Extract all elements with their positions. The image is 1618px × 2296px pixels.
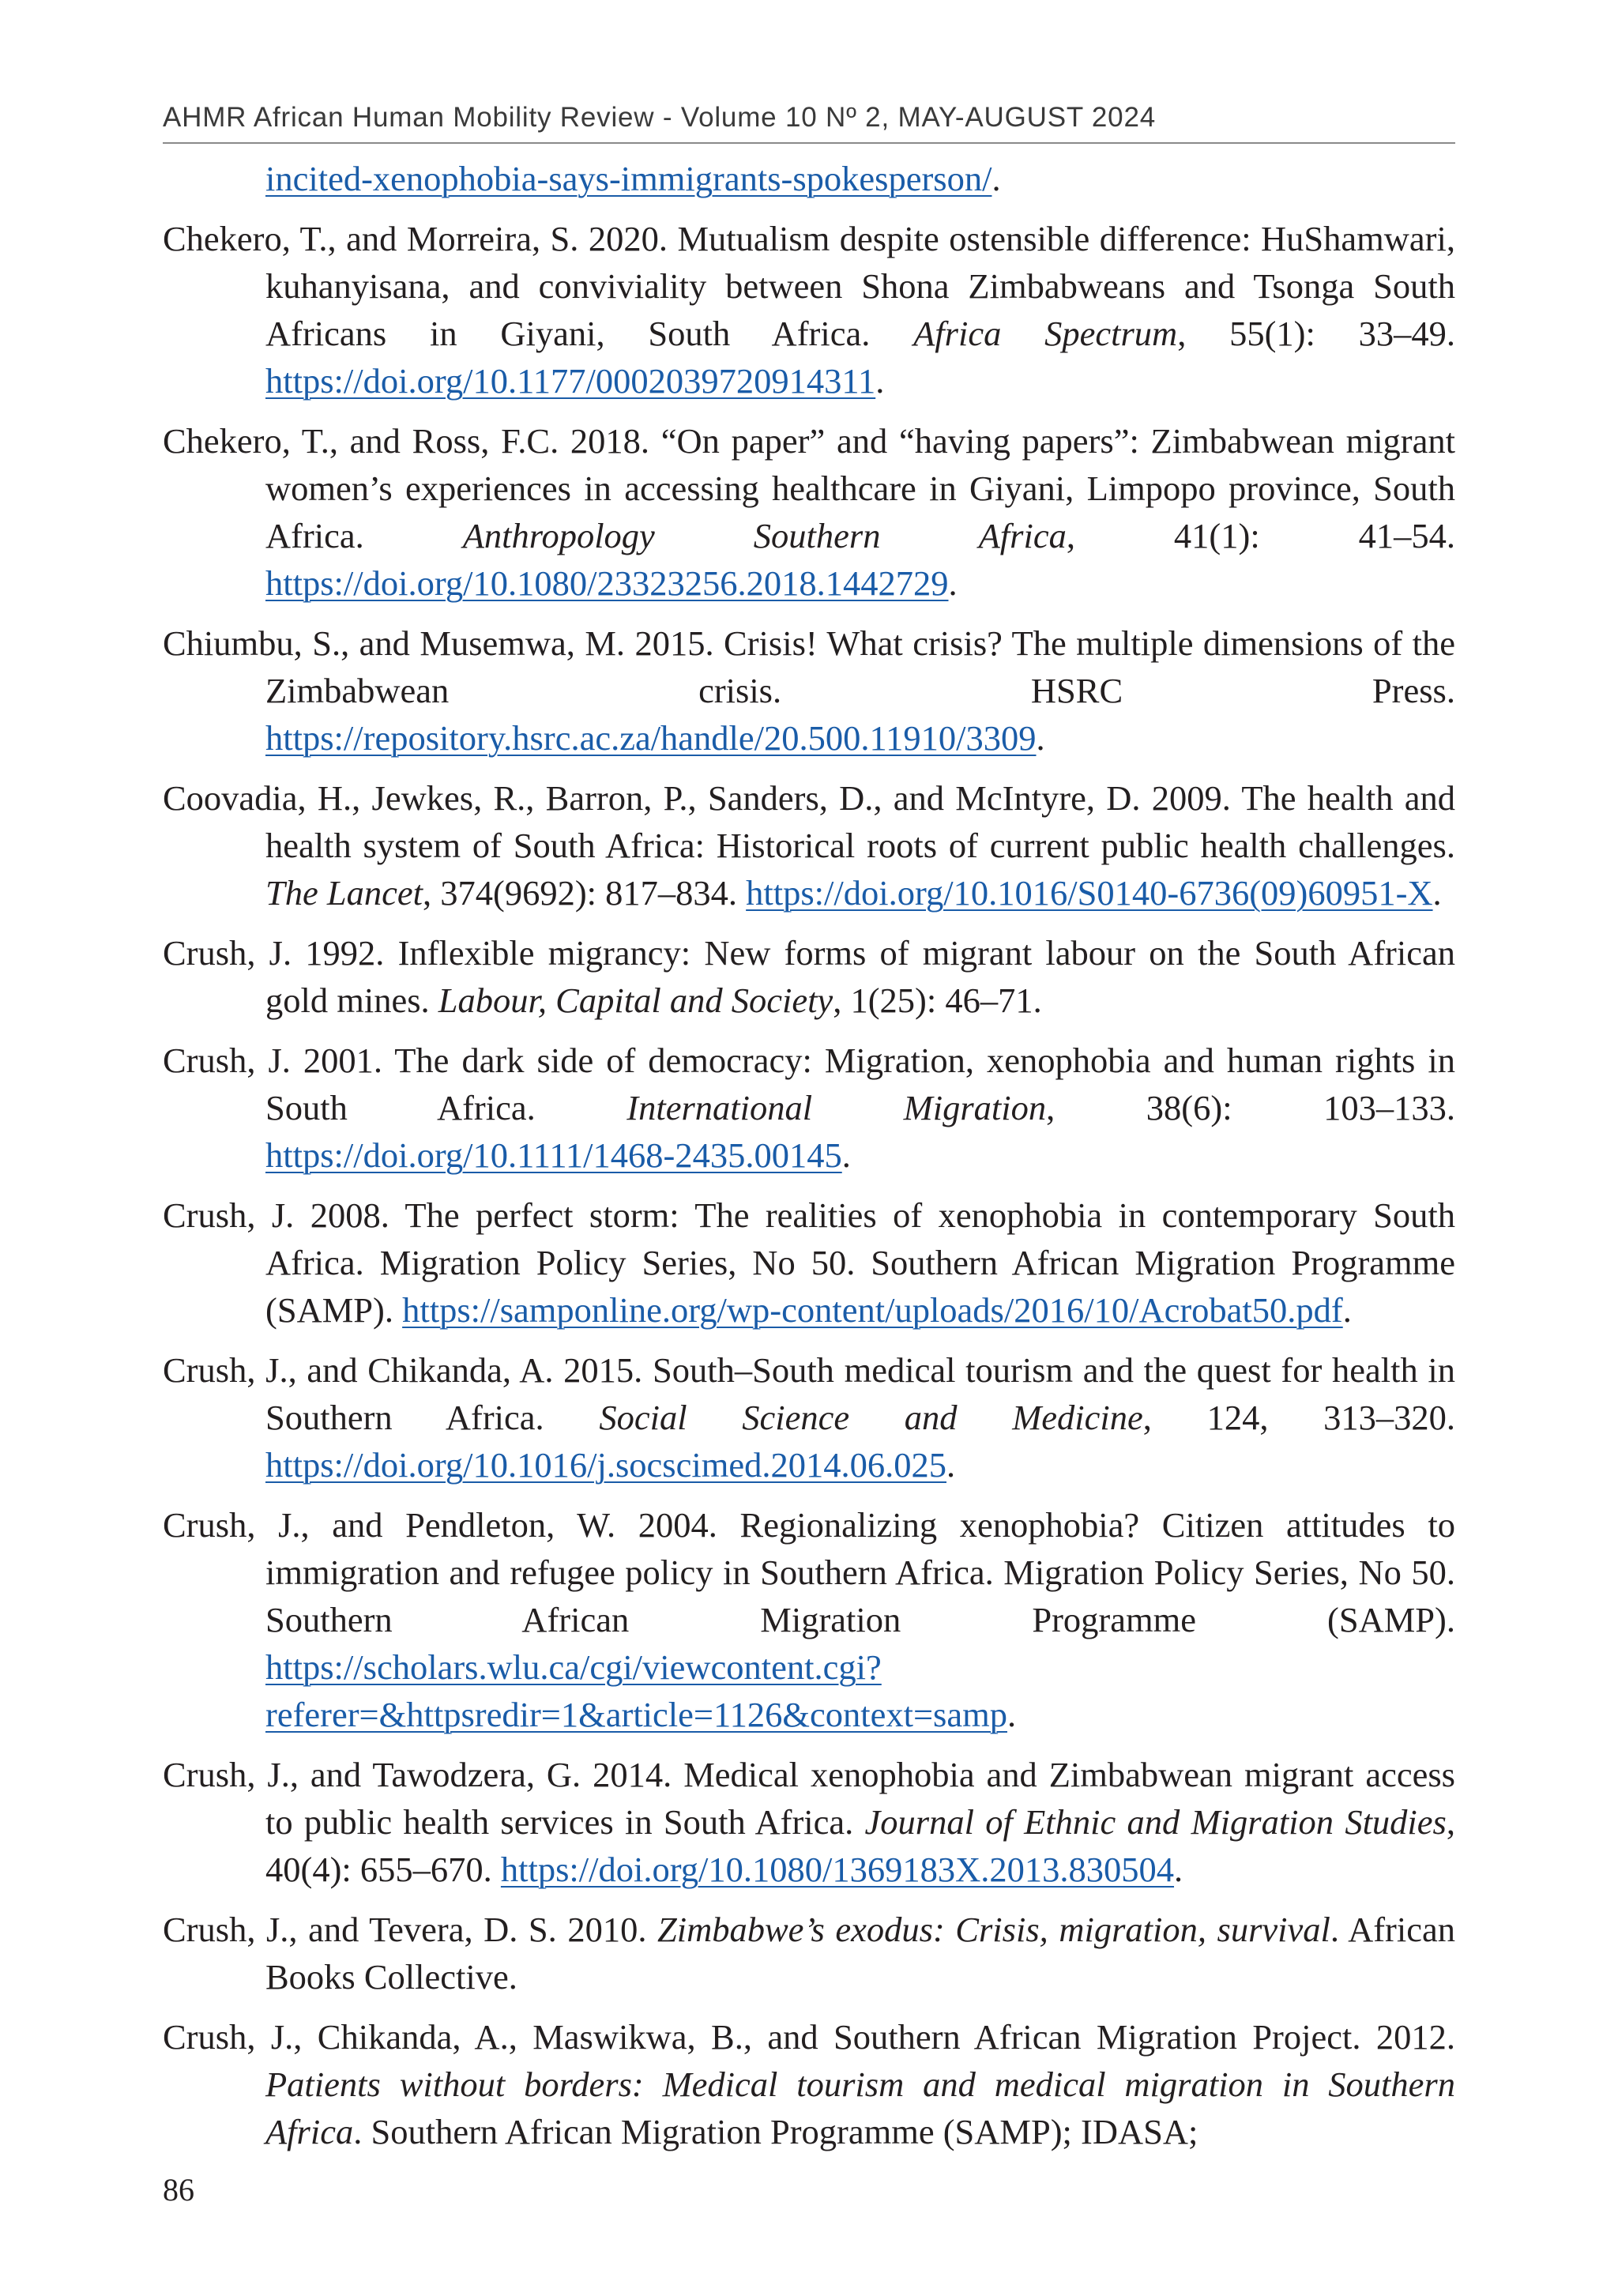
publication-title: The Lancet bbox=[265, 873, 423, 913]
reference-link[interactable]: https://doi.org/10.1080/1369183X.2013.830504 bbox=[500, 1850, 1175, 1889]
reference-text: . bbox=[1432, 873, 1442, 913]
running-header bbox=[163, 101, 1455, 144]
reference-entry bbox=[163, 1501, 1455, 1738]
reference-text: . bbox=[1036, 718, 1045, 758]
reference-link[interactable]: https://samponline.org/wp-content/uploads/2016/10/Acrobat50.pdf bbox=[402, 1290, 1343, 1330]
reference-continuation bbox=[163, 155, 1455, 202]
reference-text: . Southern African Migration Programme (SAMP); IDASA; bbox=[353, 2112, 1198, 2151]
publication-title: Journal of Ethnic and Migration Studies bbox=[864, 1802, 1447, 1842]
reference-link[interactable]: https://doi.org/10.1016/S0140-6736(09)60951-X bbox=[746, 873, 1433, 913]
publication-title: Africa Spectrum bbox=[913, 314, 1178, 353]
reference-text: Crush, J., and Tawodzera, G. 2014. Medical xenophobia and Zimbabwean migrant access to public health services in South Africa. bbox=[163, 1755, 1455, 1842]
reference-text: Chekero, T., and Morreira, S. 2020. Mutualism despite ostensible difference: HuShamwari, kuhanyisana, and conviviality between Shona Zimbabweans and Tsonga South Africans in Giyani, South Africa. bbox=[163, 219, 1455, 353]
reference-text: Crush, J., Chikanda, A., Maswikwa, B., and Southern African Migration Project. 2012. bbox=[163, 2017, 1455, 2057]
reference-text: . bbox=[946, 1445, 956, 1485]
publication-title: Zimbabwe’s exodus: Crisis, migration, survival bbox=[657, 1910, 1330, 1949]
reference-link[interactable]: https://doi.org/10.1080/23323256.2018.1442729 bbox=[265, 563, 949, 603]
reference-text: Crush, J., and Tevera, D. S. 2010. bbox=[163, 1910, 657, 1949]
reference-link[interactable]: https://doi.org/10.1016/j.socscimed.2014.06.025 bbox=[265, 1445, 946, 1485]
reference-entry bbox=[163, 1191, 1455, 1334]
reference-text: . African Books Collective. bbox=[265, 1910, 1455, 1997]
reference-text: Chekero, T., and Ross, F.C. 2018. “On paper” and “having papers”: Zimbabwean migrant women’s experiences in accessing healthcare in Giyani, Limpopo province, South Africa. bbox=[163, 421, 1455, 555]
publication-title: Anthropology Southern Africa bbox=[462, 516, 1067, 555]
reference-entry bbox=[163, 1751, 1455, 1893]
reference-text: , 1(25): 46–71. bbox=[833, 981, 1042, 1020]
reference-text: . bbox=[875, 361, 885, 401]
reference-text: , 41(1): 41–54. bbox=[1066, 516, 1456, 555]
reference-entry bbox=[163, 2013, 1455, 2155]
page-number: 86 bbox=[163, 2172, 194, 2208]
reference-text: . bbox=[991, 159, 1001, 198]
reference-entry bbox=[163, 929, 1455, 1024]
reference-text: , 40(4): 655–670. bbox=[265, 1802, 1455, 1889]
reference-list bbox=[163, 155, 1455, 2168]
reference-entry bbox=[163, 215, 1455, 405]
reference-text: . bbox=[1007, 1695, 1017, 1734]
reference-text: Chiumbu, S., and Musemwa, M. 2015. Crisis! What crisis? The multiple dimensions of the Zimbabwean crisis. HSRC Press. bbox=[163, 623, 1455, 710]
reference-text: Crush, J., and Pendleton, W. 2004. Regionalizing xenophobia? Citizen attitudes to immigration and refugee policy in Southern Africa. Migration Policy Series, No 50. Southern African Migration Programme (SAMP). bbox=[163, 1505, 1455, 1639]
reference-text: . bbox=[948, 563, 958, 603]
reference-entry bbox=[163, 1037, 1455, 1179]
reference-text: , 374(9692): 817–834. bbox=[423, 873, 747, 913]
reference-text: . bbox=[1342, 1290, 1352, 1330]
reference-text: , 124, 313–320. bbox=[1142, 1398, 1455, 1437]
reference-entry bbox=[163, 774, 1455, 917]
reference-text: Crush, J., and Chikanda, A. 2015. South–South medical tourism and the quest for health in Southern Africa. bbox=[163, 1350, 1455, 1437]
journal-running-title: AHMR African Human Mobility Review - Volume 10 Nº 2, MAY-AUGUST 2024 bbox=[163, 102, 1156, 133]
reference-link[interactable]: https://doi.org/10.1111/1468-2435.00145 bbox=[265, 1135, 842, 1175]
reference-text: Crush, J. 2001. The dark side of democracy: Migration, xenophobia and human rights in South Africa. bbox=[163, 1041, 1455, 1127]
reference-text: Crush, J. 1992. Inflexible migrancy: New forms of migrant labour on the South African gold mines. bbox=[163, 933, 1455, 1020]
reference-link[interactable]: https://scholars.wlu.ca/cgi/viewcontent.cgi?referer=&httpsredir=1&article=1126&context=samp bbox=[265, 1647, 1007, 1734]
reference-entry bbox=[163, 619, 1455, 762]
reference-text: . bbox=[1174, 1850, 1183, 1889]
reference-text: Crush, J. 2008. The perfect storm: The realities of xenophobia in contemporary South Africa. Migration Policy Series, No 50. Southern African Migration Programme (SAMP). bbox=[163, 1195, 1455, 1330]
reference-text: , 55(1): 33–49. bbox=[1177, 314, 1455, 353]
reference-entry bbox=[163, 417, 1455, 607]
publication-title: Social Science and Medicine bbox=[599, 1398, 1143, 1437]
reference-text: , 38(6): 103–133. bbox=[1046, 1088, 1455, 1127]
reference-link[interactable]: https://repository.hsrc.ac.za/handle/20.500.11910/3309 bbox=[265, 718, 1037, 758]
reference-text: Coovadia, H., Jewkes, R., Barron, P., Sanders, D., and McIntyre, D. 2009. The health and health system of South Africa: Historical roots of current public health challenges. bbox=[163, 778, 1455, 865]
publication-title: International Migration bbox=[627, 1088, 1047, 1127]
publication-title: Patients without borders: Medical tourism and medical migration in Southern Africa bbox=[265, 2065, 1455, 2151]
reference-entry bbox=[163, 1906, 1455, 2001]
reference-link[interactable]: incited-xenophobia-says-immigrants-spokesperson/ bbox=[265, 159, 992, 198]
reference-entry bbox=[163, 1346, 1455, 1489]
publication-title: Labour, Capital and Society bbox=[438, 981, 833, 1020]
reference-text: . bbox=[841, 1135, 851, 1175]
reference-link[interactable]: https://doi.org/10.1177/0002039720914311 bbox=[265, 361, 876, 401]
